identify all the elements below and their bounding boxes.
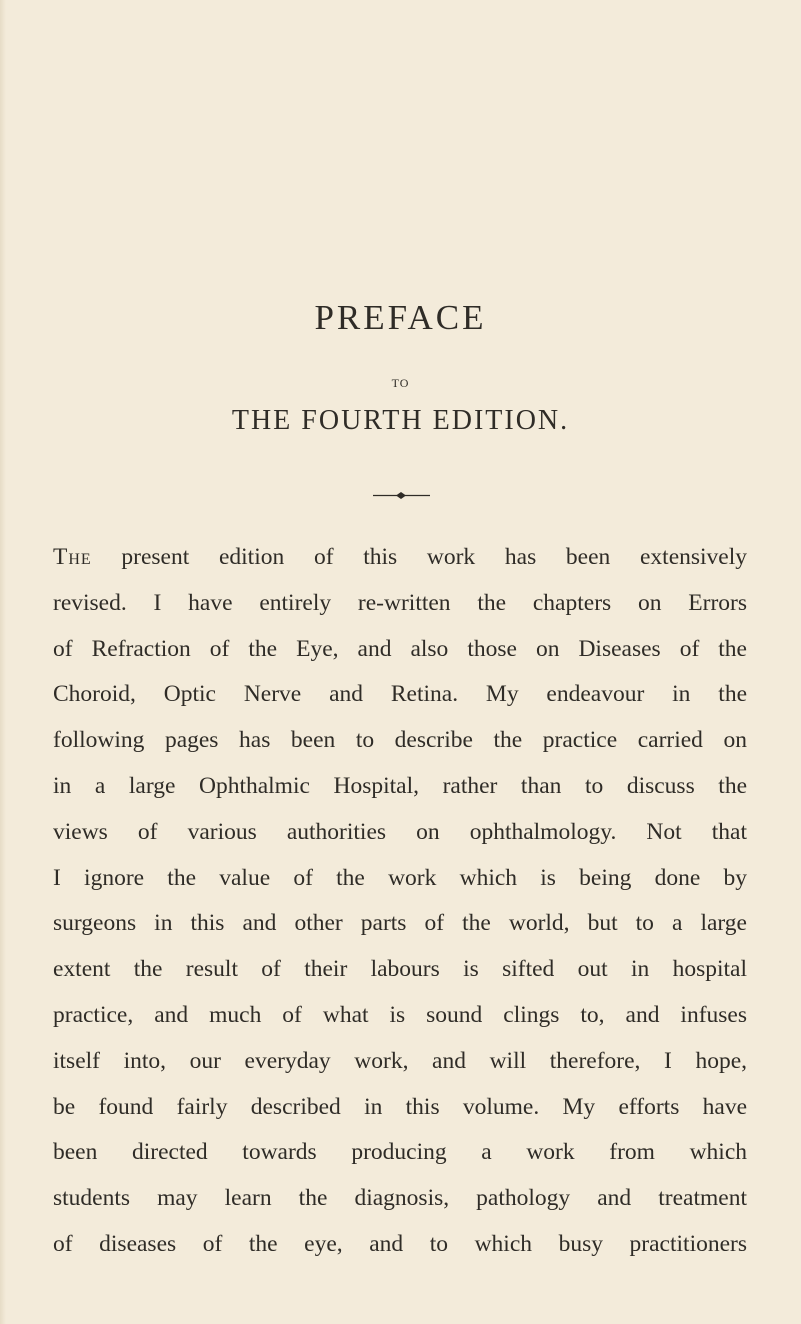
text-line-16: of diseases of the eye, and to which busy practitioners [53, 1230, 747, 1257]
text-line-12: itself into, our everyday work, and will therefore, I hope, [53, 1047, 747, 1074]
text-line-8: I ignore the value of the work which is being done by [53, 864, 747, 891]
page-subtitle: THE FOURTH EDITION. [231, 405, 570, 436]
preface-body [53, 535, 747, 1268]
text-line-2: revised. I have entirely re-written the chapters on Errors [53, 589, 747, 616]
text-line-15: students may learn the diagnosis, pathology and treatment [53, 1185, 747, 1212]
text-line-3: of Refraction of the Eye, and also those on Diseases of the [53, 635, 747, 662]
text-line-1: The present edition of this work has been extensively [53, 544, 748, 570]
text-line-14: been directed towards producing a work from which [53, 1139, 747, 1166]
text-line-7: views of various authorities on ophthalmology. Not that [53, 818, 747, 845]
page-edge-shadow [0, 0, 6, 1324]
text-line-13: be found fairly described in this volume. My efforts have [53, 1093, 747, 1120]
title-connector: TO [391, 376, 410, 390]
ornamental-divider [373, 491, 430, 500]
text-line-9: surgeons in this and other parts of the world, but to a large [53, 910, 747, 937]
text-line-5: following pages has been to describe the practice carried on [53, 727, 747, 754]
text-line-6: in a large Ophthalmic Hospital, rather than to discuss the [53, 772, 747, 799]
text-line-11: practice, and much of what is sound clings to, and infuses [53, 1001, 747, 1028]
text-line-10: extent the result of their labours is sifted out in hospital [53, 956, 747, 983]
page-title: PREFACE [314, 298, 487, 337]
text-line-4: Choroid, Optic Nerve and Retina. My endeavour in the [53, 681, 747, 708]
lead-word: The [53, 544, 92, 570]
